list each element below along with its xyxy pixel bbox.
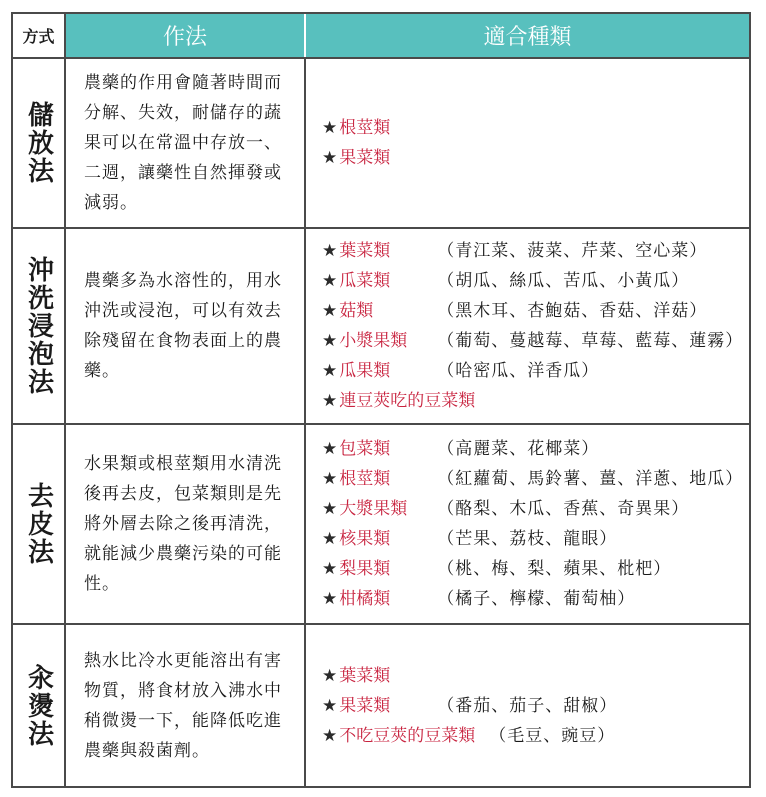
method-name: 沖洗浸泡法 [23, 256, 54, 396]
table-row [13, 425, 749, 625]
list-item [322, 236, 743, 266]
star-icon: ★ [322, 695, 338, 716]
list-item [322, 554, 743, 584]
table-row [13, 625, 749, 786]
header-procedure: 作法 [66, 14, 306, 57]
star-icon: ★ [322, 331, 338, 351]
category-label: 葉菜類 [339, 665, 391, 686]
star-icon: ★ [322, 118, 338, 138]
list-item [322, 721, 617, 751]
method-name: 去皮法 [23, 482, 54, 566]
list-item [322, 296, 743, 326]
list-item [322, 386, 743, 416]
examples-text: （高麗菜、花椰菜） [437, 439, 600, 459]
method-name: 儲放法 [23, 101, 54, 185]
list-item [322, 524, 743, 554]
star-icon: ★ [322, 665, 338, 686]
star-icon: ★ [322, 499, 338, 519]
header-method-type: 方式 [13, 14, 66, 57]
star-icon: ★ [322, 301, 338, 321]
table-header [13, 14, 749, 59]
list-item [322, 356, 743, 386]
method-description: 水果類或根莖類用水清洗後再去皮，包菜類則是先將外層去除之後再清洗，就能減少農藥污染的可能性。 [84, 454, 282, 594]
star-icon: ★ [322, 559, 338, 579]
star-icon: ★ [322, 361, 338, 381]
examples-text: （番茄、茄子、甜椒） [437, 695, 618, 716]
table-row [13, 59, 749, 229]
category-label: 瓜菜類 [339, 271, 391, 291]
star-icon: ★ [322, 529, 338, 549]
category-label: 果菜類 [339, 148, 391, 168]
type-list [306, 661, 617, 751]
list-item [322, 326, 743, 356]
category-label: 瓜果類 [339, 361, 391, 381]
method-description: 熱水比冷水更能溶出有害物質，將食材放入沸水中稍微燙一下，能降低吃進農藥與殺菌劑。 [84, 650, 282, 761]
star-icon: ★ [322, 241, 338, 261]
examples-text: （橘子、檸檬、葡萄柚） [437, 589, 636, 609]
star-icon: ★ [322, 391, 338, 411]
star-icon: ★ [322, 148, 338, 168]
header-suitable-types: 適合種類 [483, 25, 572, 50]
examples-text: （酪梨、木瓜、香蕉、奇異果） [437, 499, 690, 519]
type-list [306, 236, 743, 416]
pesticide-removal-table [11, 12, 751, 788]
examples-text: （桃、梅、梨、蘋果、枇杷） [437, 559, 672, 579]
category-label: 大漿果類 [339, 499, 408, 519]
category-label: 根莖類 [339, 469, 391, 489]
examples-text: （毛豆、豌豆） [489, 725, 616, 746]
category-label: 果菜類 [339, 695, 391, 716]
list-item [322, 434, 743, 464]
list-item [322, 266, 743, 296]
star-icon: ★ [322, 439, 338, 459]
category-label: 葉菜類 [339, 241, 391, 261]
category-label: 柑橘類 [339, 589, 391, 609]
list-item [322, 494, 743, 524]
list-item [322, 661, 617, 691]
examples-text: （葡萄、蔓越莓、草莓、藍莓、蓮霧） [437, 331, 744, 351]
list-item [322, 143, 390, 173]
category-label: 根莖類 [339, 118, 391, 138]
method-name: 汆燙法 [23, 663, 54, 748]
category-label: 核果類 [339, 529, 391, 549]
examples-text: （胡瓜、絲瓜、苦瓜、小黃瓜） [437, 271, 690, 291]
examples-text: （哈密瓜、洋香瓜） [437, 361, 600, 381]
list-item [322, 464, 743, 494]
category-label: 梨果類 [339, 559, 391, 579]
type-list [306, 113, 390, 173]
method-description: 農藥的作用會隨著時間而分解、失效，耐儲存的蔬果可以在常溫中存放一、二週，讓藥性自然揮發或減弱。 [84, 73, 282, 213]
list-item [322, 584, 743, 614]
type-list [306, 434, 743, 614]
category-label: 不吃豆莢的豆菜類 [339, 725, 476, 746]
table-row [13, 229, 749, 425]
examples-text: （黑木耳、杏鮑菇、香菇、洋菇） [437, 301, 708, 321]
examples-text: （紅蘿蔔、馬鈴薯、薑、洋蔥、地瓜） [437, 469, 744, 489]
category-label: 包菜類 [339, 439, 391, 459]
star-icon: ★ [322, 589, 338, 609]
category-label: 小漿果類 [339, 331, 408, 351]
list-item [322, 113, 390, 143]
examples-text: （青江菜、菠菜、芹菜、空心菜） [437, 241, 708, 261]
star-icon: ★ [322, 725, 338, 746]
star-icon: ★ [322, 469, 338, 489]
star-icon: ★ [322, 271, 338, 291]
method-description: 農藥多為水溶性的，用水沖洗或浸泡，可以有效去除殘留在食物表面上的農藥。 [84, 271, 282, 381]
examples-text: （芒果、荔枝、龍眼） [437, 529, 618, 549]
category-label: 連豆莢吃的豆菜類 [339, 391, 476, 411]
list-item [322, 691, 617, 721]
category-label: 菇類 [339, 301, 374, 321]
